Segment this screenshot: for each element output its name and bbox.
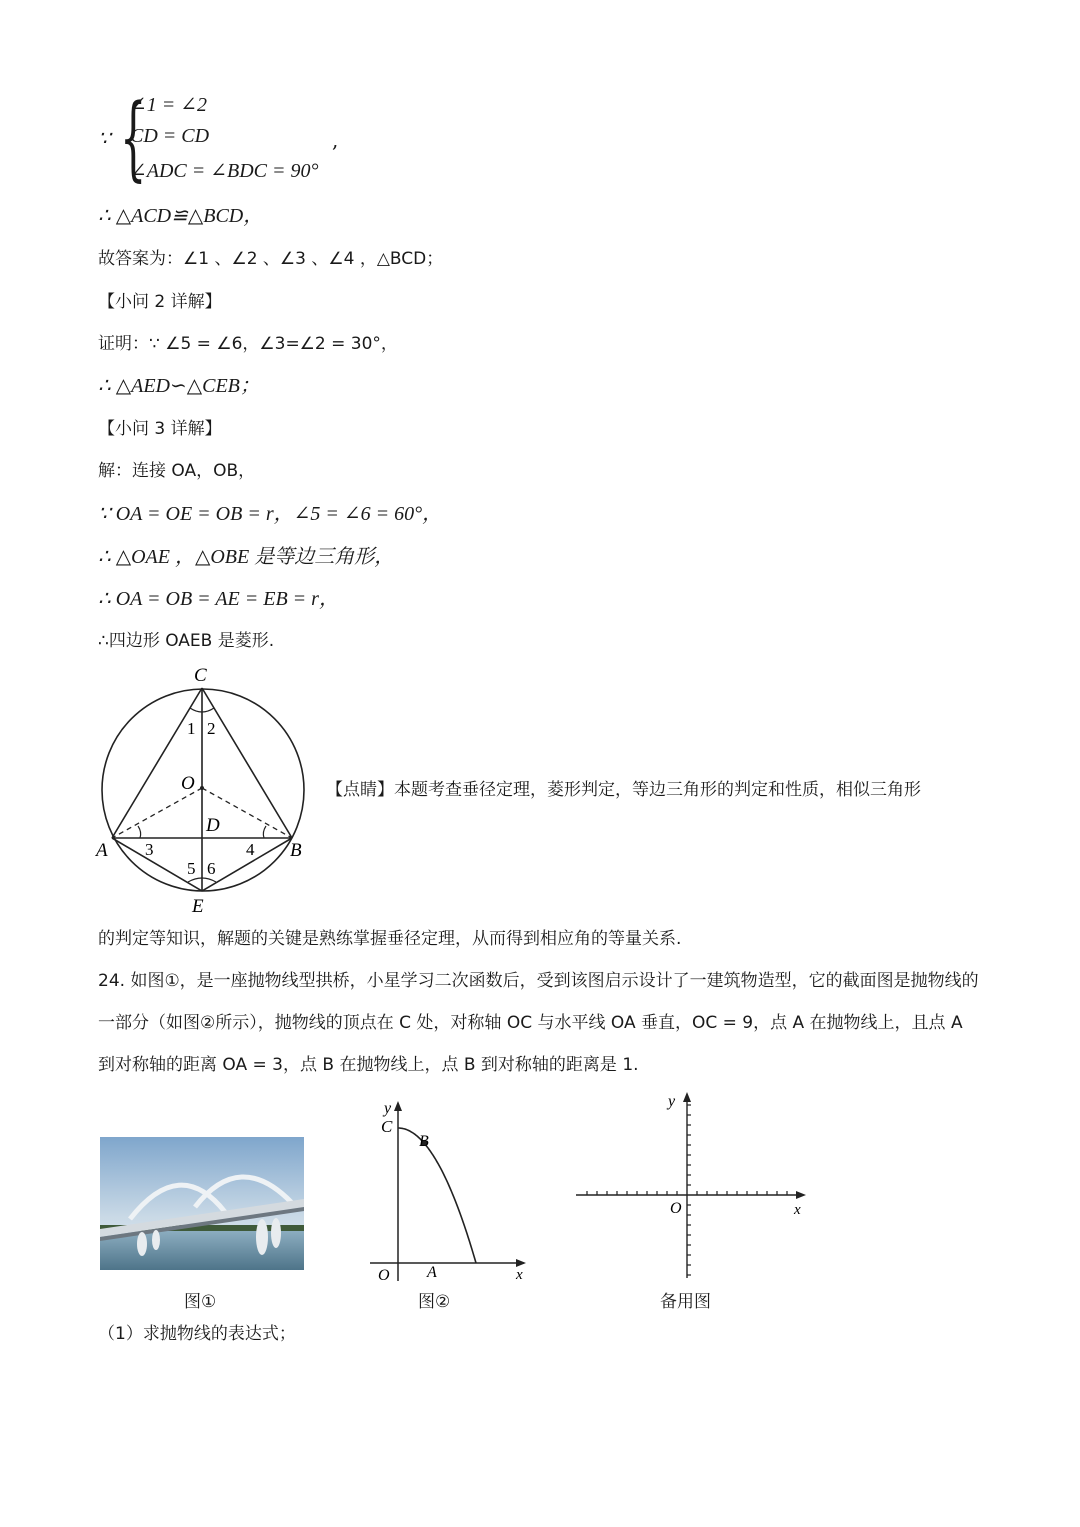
label-b: B xyxy=(290,840,302,861)
label-c: C xyxy=(194,665,207,686)
angle-label-4: 4 xyxy=(246,840,255,859)
circle-geometry-figure xyxy=(90,660,320,920)
label-o: O xyxy=(378,1267,390,1284)
proof-line: 证明：∵ ∠5 = ∠6，∠3=∠2 = 30°， xyxy=(98,334,398,354)
dianjing-continuation: 的判定等知识，解题的关键是熟练掌握垂径定理，从而得到相应角的等量关系. xyxy=(98,929,682,949)
subquestion-2-heading: 【小问 2 详解】 xyxy=(98,292,222,312)
dashed-oa xyxy=(112,788,202,838)
y-axis-arrow xyxy=(394,1101,402,1111)
pier-4 xyxy=(271,1218,281,1248)
label-b: B xyxy=(419,1133,429,1150)
label-a: A xyxy=(427,1264,437,1281)
question-1: （1）求抛物线的表达式； xyxy=(98,1324,296,1344)
pier-1 xyxy=(137,1232,147,1256)
label-o: O xyxy=(670,1200,682,1217)
angle-arc-b xyxy=(263,826,266,838)
pier-2 xyxy=(152,1230,160,1250)
label-y: y xyxy=(384,1100,392,1117)
fig3-caption: 备用图 xyxy=(660,1292,711,1312)
condition-3: ∠ADC = ∠BDC = 90° xyxy=(130,160,319,182)
angle-label-3: 3 xyxy=(145,840,154,859)
bridge-photo xyxy=(100,1137,304,1270)
equilateral-line: ∴ △OAE ，△OBE 是等边三角形， xyxy=(98,546,395,568)
congruence-conditions xyxy=(98,84,358,191)
condition-2: CD = CD xyxy=(130,125,210,147)
conclusion-congruent: ∴ △ACD≌△BCD， xyxy=(98,205,264,227)
parabola-curve xyxy=(398,1128,476,1263)
circle xyxy=(102,689,304,891)
subquestion-3-heading: 【小问 3 详解】 xyxy=(98,419,222,439)
condition-1: ∠1 = ∠2 xyxy=(130,94,208,116)
answer-line: 故答案为：∠1 、∠2 、∠3 、∠4 ，△BCD； xyxy=(98,249,444,269)
similar-conclusion: ∴ △AED∽△CEB； xyxy=(98,375,260,397)
problem-24-text: 24. 如图①，是一座抛物线型拱桥，小星学习二次函数后，受到该图启示设计了一建筑物造型，它的截面图是抛物线的一部分（如图②所示），抛物线的顶点在 C 处，对称轴 OC 与水平线 OA 垂直，OC = 9，点 A 在抛物线上，且点 A 到对称轴的距离 OA = 3，点 B 在抛物线上，点 B 到对称轴的距离是 1. xyxy=(98,971,979,1075)
center-point xyxy=(200,786,204,790)
y-axis-arrow xyxy=(683,1092,691,1102)
label-d: D xyxy=(206,815,220,836)
fig1-caption: 图① xyxy=(184,1292,217,1312)
angle-label-5: 5 xyxy=(187,859,196,878)
angle-label-1: 1 xyxy=(187,719,196,738)
x-axis-arrow xyxy=(796,1191,806,1199)
label-o: O xyxy=(181,773,195,794)
parabola-figure xyxy=(360,1095,535,1285)
pier-3 xyxy=(256,1219,268,1255)
rhombus-conclusion: ∴四边形 OAEB 是菱形. xyxy=(98,631,275,651)
fig2-caption: 图② xyxy=(418,1292,451,1312)
angle-arc-a xyxy=(138,826,141,838)
because-symbol: ∵ xyxy=(98,128,111,150)
label-c: C xyxy=(381,1117,393,1136)
solution-line: 解：连接 OA，OB， xyxy=(98,461,256,481)
dianjing-comment: 【点睛】本题考查垂径定理，菱形判定，等边三角形的判定和性质，相似三角形 xyxy=(326,780,921,800)
label-y: y xyxy=(668,1093,676,1110)
angle-label-6: 6 xyxy=(207,859,216,878)
x-axis-arrow xyxy=(516,1259,526,1267)
system-comma: , xyxy=(332,128,339,152)
angle-label-2: 2 xyxy=(207,719,216,738)
sides-equal-line: ∴ OA = OB = AE = EB = r， xyxy=(98,588,339,610)
label-e: E xyxy=(192,896,204,917)
spare-coordinate-figure xyxy=(570,1088,810,1288)
label-a: A xyxy=(96,840,108,861)
label-x: x xyxy=(516,1267,523,1283)
radius-equal-line: ∵ OA = OE = OB = r，∠5 = ∠6 = 60°， xyxy=(98,503,443,525)
left-brace: { xyxy=(120,84,147,191)
segment-ca xyxy=(112,688,202,838)
label-x: x xyxy=(794,1202,801,1218)
